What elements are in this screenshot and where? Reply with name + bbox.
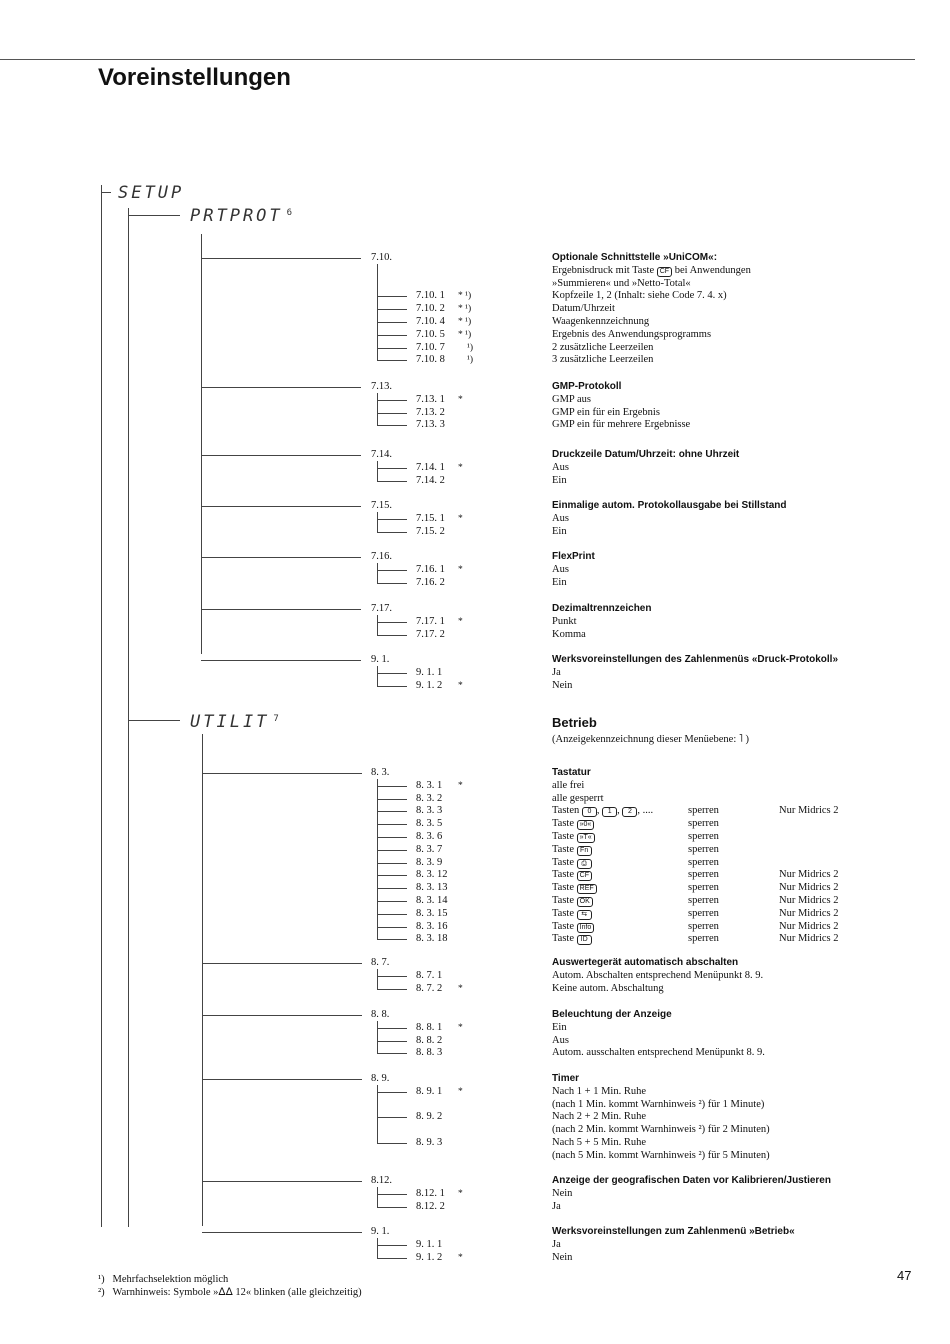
default-mark: * (458, 1188, 463, 1199)
item-lock-status: sperren (688, 907, 719, 919)
betrieb-title: Betrieb (552, 715, 597, 730)
item-code: 8. 9. 2 (416, 1111, 443, 1123)
item-description-note: (nach 1 Min. kommt Warnhinweis ²) für 1 Minute) (552, 1098, 765, 1110)
tree-trunk-setup (101, 185, 102, 1227)
item-code: 8.12. 2 (416, 1200, 445, 1212)
group-title: Beleuchtung der Anzeige (552, 1009, 672, 1020)
default-mark: * (458, 1086, 463, 1097)
text-fragment: Taste (552, 869, 577, 881)
item-branch-line (377, 425, 407, 426)
group-title: Timer (552, 1073, 580, 1084)
item-branch-line (377, 1041, 407, 1042)
group-branch-line (201, 609, 361, 610)
item-code: 8. 3. 9 (416, 856, 443, 868)
tree-branch-prtprot (128, 215, 180, 216)
group-title: FlexPrint (552, 551, 595, 562)
setup-menu-label: SETUP (118, 183, 185, 203)
item-code: 7.17. 2 (416, 628, 445, 640)
text-fragment: Taste (552, 818, 577, 830)
item-description: alle gesperrt (552, 792, 604, 804)
item-description: Keine autom. Abschaltung (552, 982, 664, 994)
item-description: GMP aus (552, 393, 591, 405)
key-icon: ⎙ (577, 859, 592, 869)
default-mark: ¹) (467, 342, 474, 353)
text-fragment: Taste (552, 856, 577, 868)
item-branch-line (377, 360, 407, 361)
item-description: Kopfzeile 1, 2 (Inhalt: siehe Code 7. 4. x) (552, 290, 727, 302)
default-mark: * (458, 513, 463, 524)
group-code: 7.17. (371, 603, 392, 614)
default-mark: * (458, 564, 463, 575)
item-description: Aus (552, 512, 569, 524)
item-description (552, 818, 594, 830)
item-branch-line (377, 786, 407, 787)
item-branch-line (377, 635, 407, 636)
group-code: 8. 3. (371, 767, 390, 778)
item-branch-line (377, 989, 407, 990)
group-branch-line (202, 773, 362, 774)
item-branch-line (377, 481, 407, 482)
item-branch-line (377, 532, 407, 533)
item-lock-status: sperren (688, 805, 719, 817)
item-code: 7.10. 1 (416, 290, 445, 302)
item-model-note: Nur Midrics 2 (779, 907, 839, 919)
item-code: 9. 1. 2 (416, 1251, 443, 1263)
item-description: GMP ein für mehrere Ergebnisse (552, 419, 691, 431)
default-mark: * (458, 780, 463, 791)
key-icon: REF (577, 884, 597, 894)
item-model-note: Nur Midrics 2 (779, 805, 839, 817)
item-description: Aus (552, 461, 569, 473)
key-icon: Fn (577, 846, 592, 856)
tree-trunk-prtprot (201, 234, 202, 654)
item-code: 7.14. 1 (416, 461, 445, 473)
group-code: 7.13. (371, 381, 392, 392)
item-description: Nach 2 + 2 Min. Ruhe (552, 1111, 646, 1123)
group-title: Werksvoreinstellungen des Zahlenmenüs «Druck-Protokoll» (552, 654, 839, 665)
group-branch-line (202, 1079, 362, 1080)
item-code: 8. 3. 6 (416, 831, 443, 842)
item-code: 8. 3. 1 (416, 779, 443, 791)
item-code: 8. 3. 18 (416, 933, 448, 945)
item-description (552, 908, 592, 920)
item-lock-status: sperren (688, 895, 719, 906)
item-branch-line (377, 1053, 407, 1054)
group-branch-line (201, 455, 361, 456)
group-code: 8. 7. (371, 957, 390, 968)
item-code: 7.17. 1 (416, 615, 445, 627)
item-description: Nein (552, 1187, 573, 1199)
item-branch-line (377, 888, 407, 889)
tree-trunk-utilit (202, 734, 203, 1226)
item-branch-line (377, 1207, 407, 1208)
item-description: Autom. ausschalten entsprechend Menüpunkt 8. 9. (552, 1047, 765, 1059)
item-branch-line (377, 901, 407, 902)
group-title: Optionale Schnittstelle »UniCOM«: (552, 252, 718, 263)
item-description (552, 921, 594, 933)
item-branch-line (377, 583, 407, 584)
item-code: 7.14. 2 (416, 474, 445, 486)
tree-branch-utilit (128, 720, 180, 721)
item-description: Ja (552, 1238, 561, 1250)
text-fragment: Taste (552, 843, 577, 855)
text-fragment: Taste (552, 895, 577, 906)
default-mark: * (458, 616, 463, 627)
group-branch-line (201, 387, 361, 388)
item-description: Nein (552, 1251, 573, 1263)
item-branch-line (377, 1258, 407, 1259)
text-fragment: »Summieren« und »Netto-Total« (552, 277, 691, 289)
item-branch-line (377, 799, 407, 800)
item-code: 7.13. 2 (416, 406, 445, 418)
default-mark: * (458, 983, 463, 994)
item-code: 8. 3. 5 (416, 818, 443, 830)
item-code: 8. 9. 3 (416, 1137, 443, 1148)
item-code: 8. 7. 2 (416, 982, 443, 994)
item-lock-status: sperren (688, 818, 719, 830)
group-code: 8. 8. (371, 1009, 390, 1020)
item-model-note: Nur Midrics 2 (779, 933, 839, 945)
item-description: Ergebnis des Anwendungsprogramms (552, 328, 712, 340)
item-branch-line (377, 1245, 407, 1246)
default-mark: * (458, 394, 463, 405)
item-trunk-line (377, 1238, 378, 1258)
key-icon: ⇆ (577, 910, 592, 920)
group-code: 7.15. (371, 500, 392, 511)
text-fragment: Taste (552, 933, 577, 945)
group-description (552, 265, 751, 277)
item-branch-line (377, 400, 407, 401)
key-icon: 0 (582, 807, 597, 817)
item-code: 7.10. 5 (416, 328, 445, 340)
text-fragment: , (596, 805, 603, 817)
group-code: 7.16. (371, 551, 392, 562)
text-fragment: Tasten (552, 805, 582, 817)
tree-branch-setup (101, 192, 111, 193)
item-branch-line (377, 850, 407, 851)
item-code: 9. 1. 2 (416, 679, 443, 691)
item-branch-line (377, 296, 407, 297)
group-title: Dezimaltrennzeichen (552, 603, 652, 614)
item-description: Ein (552, 576, 567, 588)
group-branch-line (201, 557, 361, 558)
item-description: Ja (552, 1200, 561, 1212)
item-code: 9. 1. 1 (416, 666, 443, 678)
item-lock-status: sperren (688, 882, 719, 894)
item-code: 8. 9. 1 (416, 1085, 443, 1097)
item-code: 8. 8. 2 (416, 1034, 443, 1046)
group-title: Auswertegerät automatisch abschalten (552, 957, 739, 968)
group-branch-line (202, 1015, 362, 1016)
item-description: GMP ein für ein Ergebnis (552, 406, 660, 418)
item-code: 7.16. 1 (416, 563, 445, 575)
item-lock-status: sperren (688, 933, 719, 945)
footnote-2: ²) Warnhinweis: Symbole »ᐃᐃ 12« blinken (alle gleichzeitig) (98, 1287, 362, 1298)
item-trunk-line (377, 461, 378, 481)
item-lock-status: sperren (688, 920, 719, 932)
item-branch-line (377, 875, 407, 876)
item-branch-line (377, 335, 407, 336)
tree-trunk-level1 (128, 208, 129, 1227)
key-icon: CF (657, 267, 672, 277)
item-description: Ein (552, 474, 567, 486)
default-mark: ¹) (467, 355, 474, 366)
item-code: 8. 3. 13 (416, 882, 448, 894)
group-title: GMP-Protokoll (552, 381, 622, 392)
item-code: 8.12. 1 (416, 1187, 445, 1199)
item-trunk-line (377, 1021, 378, 1053)
item-model-note: Nur Midrics 2 (779, 869, 839, 881)
item-branch-line (377, 914, 407, 915)
item-branch-line (377, 824, 407, 825)
item-code: 8. 3. 12 (416, 869, 448, 881)
group-branch-line (201, 258, 361, 259)
group-branch-line (202, 1181, 362, 1182)
item-branch-line (377, 811, 407, 812)
item-description (552, 933, 592, 945)
key-icon: »T« (577, 833, 595, 843)
item-branch-line (377, 927, 407, 928)
item-trunk-line (377, 264, 378, 360)
item-branch-line (377, 322, 407, 323)
key-icon: 2 (622, 807, 637, 817)
item-description: Ein (552, 1021, 567, 1033)
item-branch-line (377, 1194, 407, 1195)
item-model-note: Nur Midrics 2 (779, 920, 839, 932)
item-code: 8. 3. 7 (416, 843, 443, 855)
footnote-1: ¹) Mehrfachselektion möglich (98, 1274, 229, 1285)
page-title: Voreinstellungen (98, 64, 291, 91)
item-branch-line (377, 863, 407, 864)
default-mark: * ¹) (458, 329, 472, 340)
group-description (552, 278, 691, 290)
item-trunk-line (377, 615, 378, 635)
text-fragment: Taste (552, 920, 577, 932)
item-trunk-line (377, 969, 378, 989)
group-code: 8.12. (371, 1175, 392, 1186)
group-title: Anzeige der geografischen Daten vor Kalibrieren/Justieren (552, 1175, 831, 1186)
default-mark: * (458, 1252, 463, 1263)
betrieb-note: (Anzeigekennzeichnung dieser Menüebene: ˥ ) (552, 734, 750, 745)
group-title: Einmalige autom. Protokollausgabe bei Stillstand (552, 500, 787, 511)
item-branch-line (377, 309, 407, 310)
item-branch-line (377, 1117, 407, 1118)
item-trunk-line (377, 666, 378, 686)
item-branch-line (377, 686, 407, 687)
item-branch-line (377, 673, 407, 674)
item-description: 2 zusätzliche Leerzeilen (552, 341, 654, 353)
item-trunk-line (377, 512, 378, 532)
item-code: 7.10. 2 (416, 303, 445, 315)
group-code: 7.10. (371, 252, 392, 263)
default-mark: * (458, 462, 463, 473)
item-code: 8. 7. 1 (416, 969, 443, 981)
group-branch-line (201, 660, 361, 661)
default-mark: * (458, 1022, 463, 1033)
item-description (552, 805, 653, 817)
item-branch-line (377, 1143, 407, 1144)
key-icon: CF (577, 871, 592, 881)
item-branch-line (377, 1092, 407, 1093)
text-fragment: Taste (552, 831, 577, 842)
item-code: 8. 3. 2 (416, 792, 443, 804)
page-number: 47 (897, 1268, 912, 1283)
group-code: 9. 1. (371, 654, 390, 665)
text-fragment: Ergebnisdruck mit Taste (552, 264, 657, 276)
item-description: Datum/Uhrzeit (552, 303, 615, 315)
item-branch-line (377, 1028, 407, 1029)
item-code: 7.13. 3 (416, 419, 445, 431)
item-code: 7.10. 4 (416, 316, 445, 327)
group-code: 8. 9. (371, 1073, 390, 1084)
text-fragment: bei Anwendungen (672, 264, 751, 276)
group-branch-line (202, 1232, 362, 1233)
group-title: Druckzeile Datum/Uhrzeit: ohne Uhrzeit (552, 449, 740, 460)
group-code: 7.14. (371, 449, 392, 460)
group-code: 9. 1. (371, 1226, 390, 1237)
item-code: 8. 3. 14 (416, 895, 448, 906)
item-trunk-line (377, 779, 378, 939)
key-icon: »0« (577, 820, 595, 830)
item-lock-status: sperren (688, 831, 719, 842)
item-branch-line (377, 413, 407, 414)
prtprot-menu-label: PRTPROT $^6$ (190, 206, 293, 226)
key-icon: OK (577, 897, 593, 907)
default-mark: * ¹) (458, 317, 472, 327)
text-fragment: Taste (552, 907, 577, 919)
group-branch-line (202, 963, 362, 964)
item-branch-line (377, 348, 407, 349)
item-branch-line (377, 570, 407, 571)
item-description: Aus (552, 563, 569, 575)
utilit-menu-label: UTILIT $^7$ (190, 712, 279, 732)
item-lock-status: sperren (688, 856, 719, 868)
key-icon: 1 (602, 807, 617, 817)
key-icon: Info (577, 923, 595, 933)
text-fragment: Taste (552, 882, 577, 894)
key-icon: ID (577, 935, 592, 945)
item-description: Ja (552, 666, 561, 678)
item-description: Nach 5 + 5 Min. Ruhe (552, 1137, 646, 1148)
item-code: 8. 8. 3 (416, 1047, 443, 1059)
item-code: 7.15. 2 (416, 525, 445, 537)
item-code: 8. 3. 16 (416, 920, 448, 932)
group-title: Tastatur (552, 767, 591, 778)
header-rule (0, 59, 915, 60)
item-trunk-line (377, 1085, 378, 1143)
item-description-note: (nach 2 Min. kommt Warnhinweis ²) für 2 Minuten) (552, 1124, 770, 1136)
item-code: 7.13. 1 (416, 393, 445, 405)
item-description (552, 869, 592, 881)
item-description: Autom. Abschalten entsprechend Menüpunkt 8. 9. (552, 969, 764, 981)
item-code: 8. 8. 1 (416, 1021, 443, 1033)
default-mark: * ¹) (458, 304, 472, 315)
item-code: 8. 3. 3 (416, 805, 443, 817)
item-lock-status: sperren (688, 843, 719, 855)
group-branch-line (201, 506, 361, 507)
item-trunk-line (377, 563, 378, 583)
item-lock-status: sperren (688, 869, 719, 881)
item-code: 7.10. 8 (416, 354, 445, 366)
item-description: Ein (552, 525, 567, 537)
item-code: 8. 3. 15 (416, 907, 448, 919)
item-description (552, 831, 595, 843)
item-description: Punkt (552, 615, 577, 627)
item-description: Komma (552, 628, 586, 640)
item-description: 3 zusätzliche Leerzeilen (552, 354, 654, 366)
item-branch-line (377, 939, 407, 940)
item-code: 7.16. 2 (416, 576, 445, 588)
item-branch-line (377, 976, 407, 977)
text-fragment: , (617, 805, 623, 817)
item-description (552, 857, 592, 869)
item-model-note: Nur Midrics 2 (779, 882, 839, 894)
item-description (552, 882, 597, 894)
item-trunk-line (377, 393, 378, 425)
item-description: alle frei (552, 779, 585, 791)
item-branch-line (377, 837, 407, 838)
item-description (552, 895, 593, 907)
item-code: 7.15. 1 (416, 512, 445, 524)
item-description (552, 844, 592, 856)
item-description: Aus (552, 1034, 569, 1046)
item-description: Nach 1 + 1 Min. Ruhe (552, 1085, 646, 1097)
default-mark: * ¹) (458, 291, 472, 302)
text-fragment: , .... (637, 805, 654, 817)
group-title: Werksvoreinstellungen zum Zahlenmenü »Betrieb« (552, 1226, 795, 1237)
item-code: 9. 1. 1 (416, 1238, 443, 1250)
item-branch-line (377, 519, 407, 520)
default-mark: * (458, 680, 463, 691)
item-description: Nein (552, 679, 573, 691)
item-branch-line (377, 622, 407, 623)
item-code: 7.10. 7 (416, 341, 445, 353)
item-trunk-line (377, 1187, 378, 1207)
item-branch-line (377, 468, 407, 469)
item-description-note: (nach 5 Min. kommt Warnhinweis ²) für 5 Minuten) (552, 1149, 770, 1161)
item-description: Waagenkennzeichnung (552, 316, 650, 327)
item-model-note: Nur Midrics 2 (779, 895, 839, 906)
